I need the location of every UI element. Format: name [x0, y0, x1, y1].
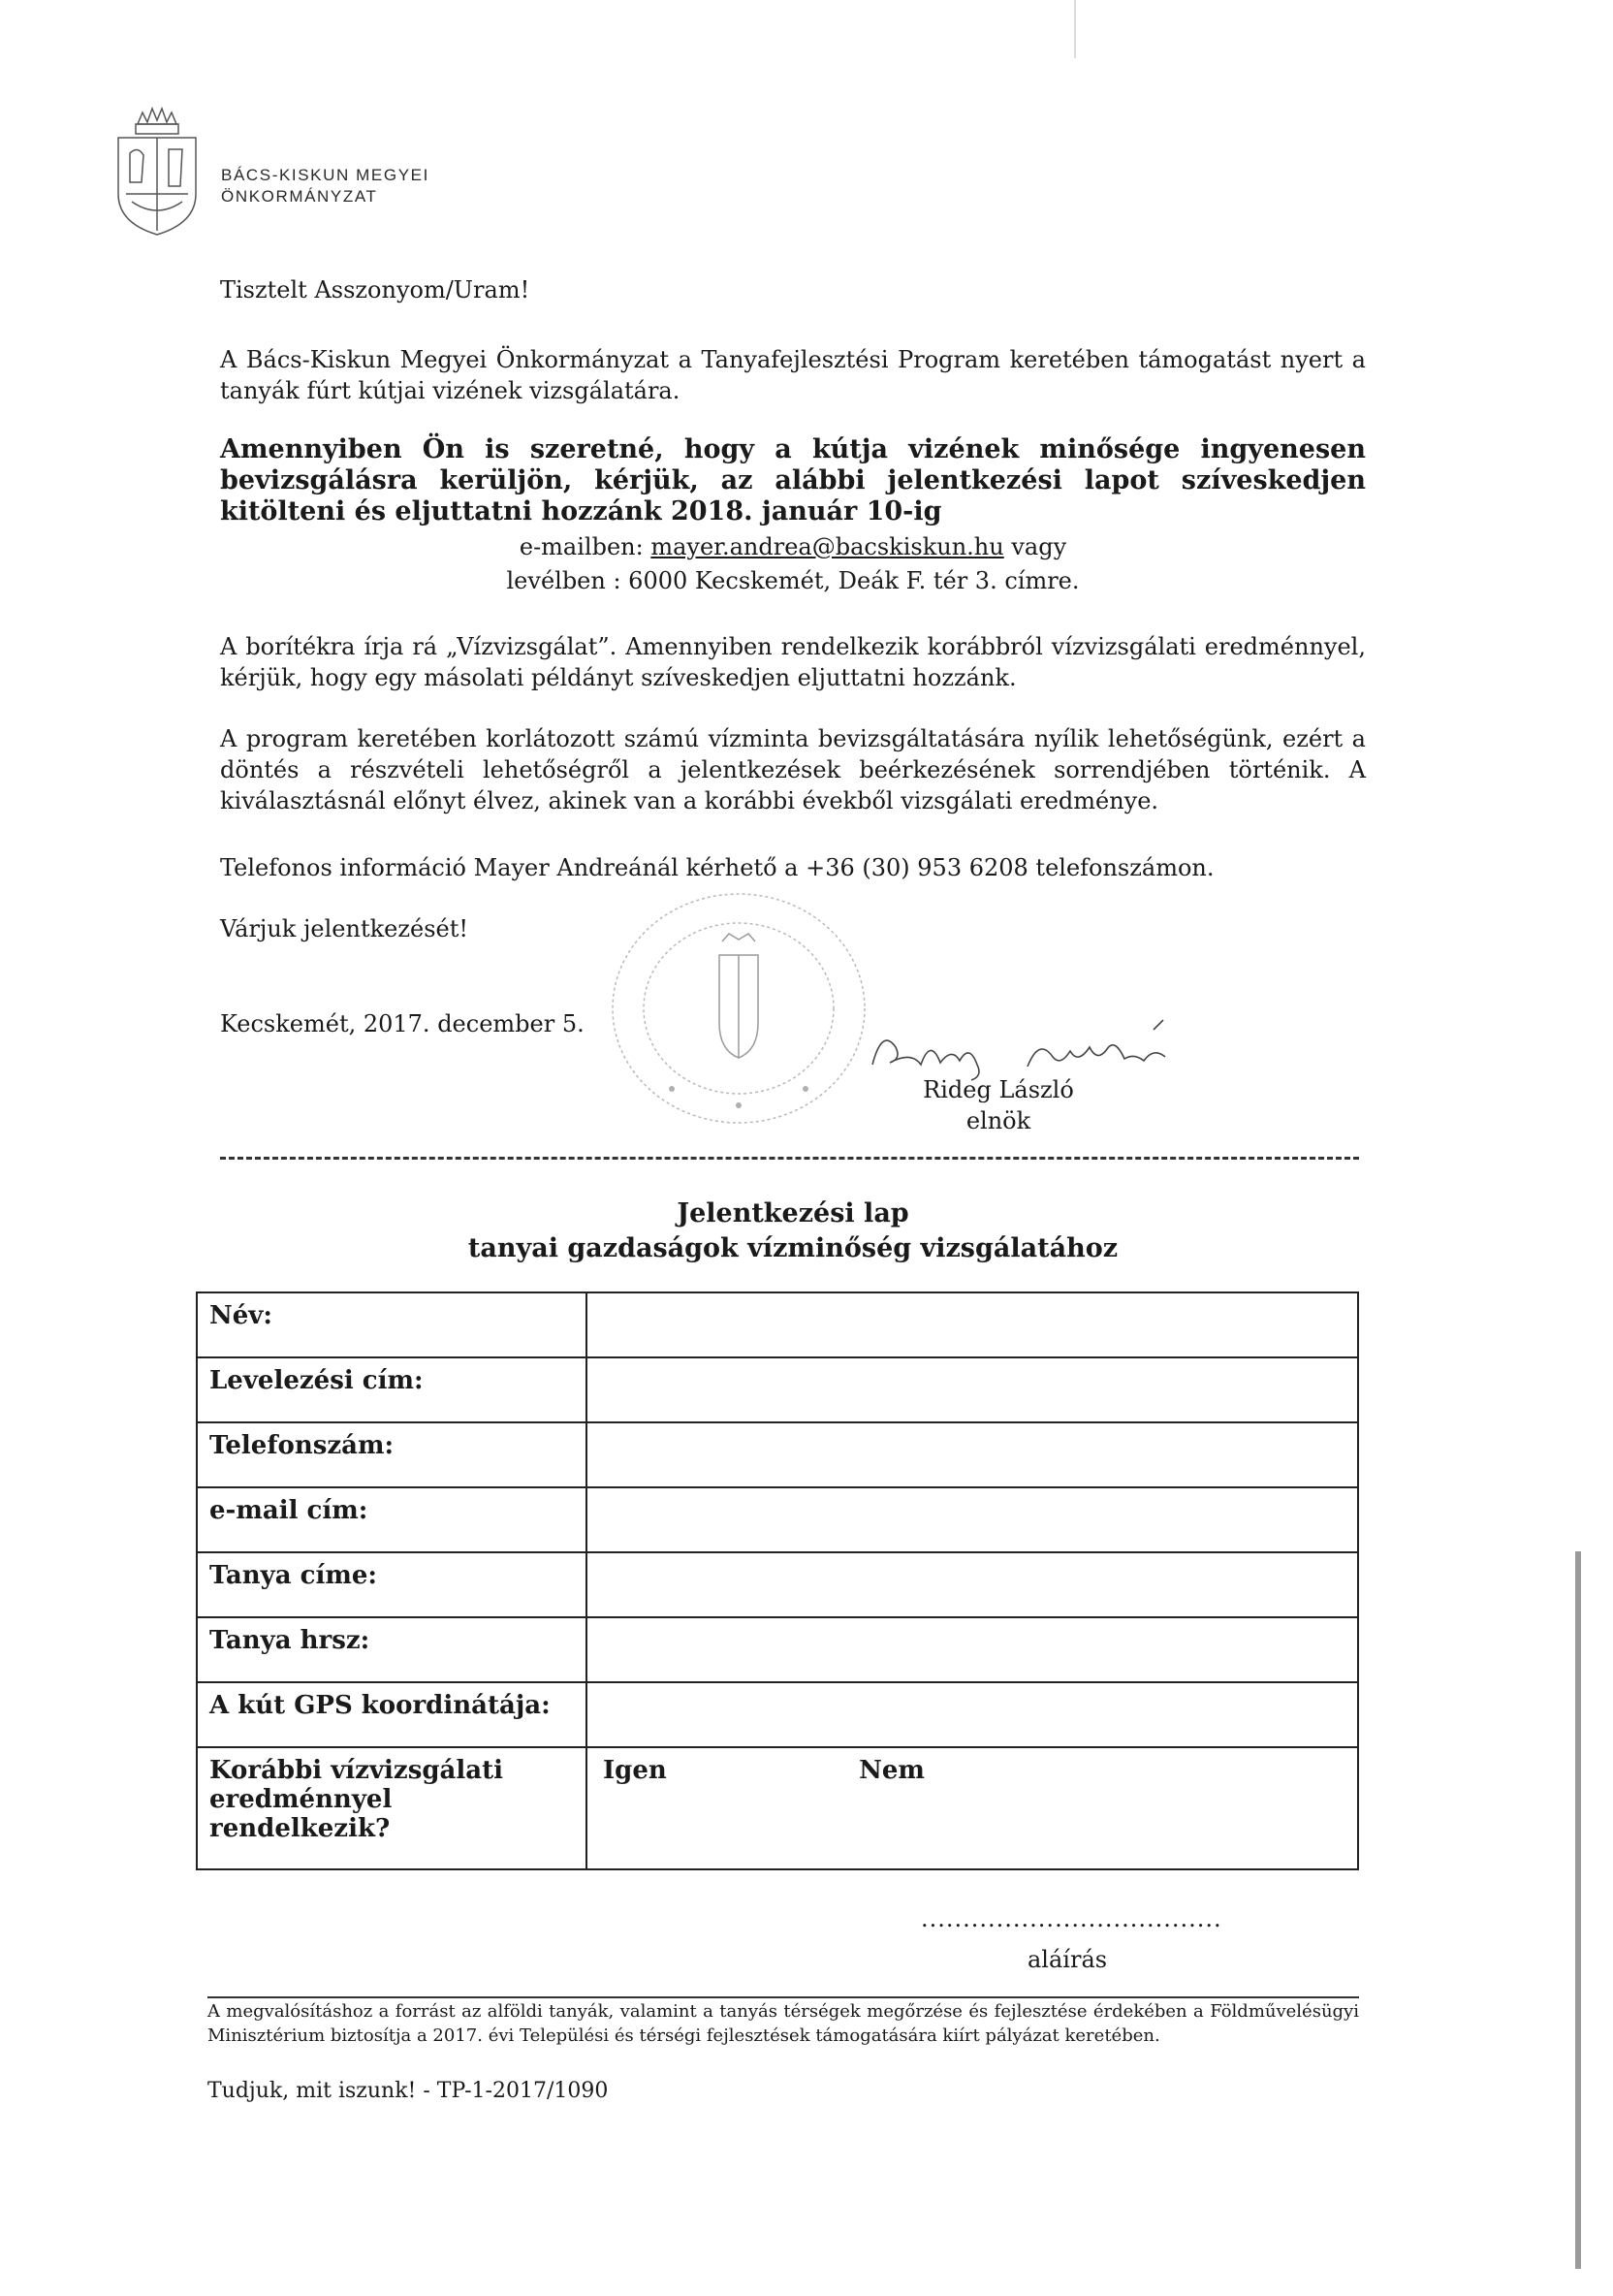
scan-edge-right — [1575, 1551, 1581, 2269]
form-title-line-1: Jelentkezési lap — [677, 1198, 909, 1228]
closing-line: Várjuk jelentkezését! — [220, 915, 469, 942]
form-row-name — [197, 1292, 1358, 1357]
paragraph-selection: A program keretében korlátozott számú vízminta bevizsgáltatására nyílik lehetőségünk, ezért a döntés a részvételi lehetőségről a jelentkezések beérkezésének sorrendjében történik. A kiválasztásnál előnyt élvez, akinek van a korábbi évekből vizsgálati eredménye. — [220, 725, 1366, 814]
form-title-line-2: tanyai gazdaságok vízminőség vizsgálatához — [467, 1233, 1119, 1263]
farm-address-field[interactable] — [586, 1552, 1358, 1617]
signer-block — [916, 1074, 1081, 1136]
form-label: e-mail cím: — [197, 1487, 586, 1552]
gps-coordinates-field[interactable] — [586, 1682, 1358, 1747]
county-crest-icon — [109, 105, 206, 240]
form-label-line-3: rendelkezik? — [209, 1814, 391, 1843]
previous-test-answer-cell — [586, 1747, 1358, 1869]
paragraph-phone-info: Telefonos információ Mayer Andreánál kérhető a +36 (30) 953 6208 telefonszámon. — [220, 854, 1215, 881]
org-line-1: BÁCS-KISKUN MEGYEI — [221, 166, 429, 184]
form-label: Levelezési cím: — [197, 1357, 586, 1422]
form-label: A kút GPS koordinátája: — [197, 1682, 586, 1747]
form-row-gps — [197, 1682, 1358, 1747]
postal-address-field[interactable] — [586, 1357, 1358, 1422]
form-row-email — [197, 1487, 1358, 1552]
registration-form-table — [196, 1292, 1359, 1870]
form-row-farm-address — [197, 1552, 1358, 1617]
email-field[interactable] — [586, 1487, 1358, 1552]
letter-date: Kecskemét, 2017. december 5. — [220, 1010, 585, 1037]
cut-line — [220, 1157, 1359, 1160]
postal-address-line: levélben : 6000 Kecskemét, Deák F. tér 3. címre. — [506, 567, 1080, 594]
phone-field[interactable] — [586, 1422, 1358, 1487]
paragraph-intro: A Bács-Kiskun Megyei Önkormányzat a Tanyafejlesztési Program keretében támogatást nyert a tanyák fúrt kútjai vizének vizsgálatára. — [220, 346, 1366, 404]
form-row-phone — [197, 1422, 1358, 1487]
form-label: Tanya hrsz: — [197, 1617, 586, 1682]
form-row-previous-test — [197, 1747, 1358, 1869]
footer-funding-note: A megvalósításhoz a forrást az alföldi tanyák, valamint a tanyás térségek megőrzése és fejlesztése érdekében a Földművelésügyi Minisztérium biztosítja a 2017. évi Települési és térségi fejlesztések támogatására kiírt pályázat keretében. — [207, 2001, 1359, 2046]
footer-divider — [207, 1996, 1359, 1998]
form-label: Telefonszám: — [197, 1422, 586, 1487]
scan-mark-top — [1074, 0, 1076, 58]
form-label-previous-test — [197, 1747, 586, 1869]
signature-dots: .................................... — [921, 1905, 1222, 1932]
form-row-postal-address — [197, 1357, 1358, 1422]
email-line — [220, 531, 1366, 562]
email-suffix: vagy — [1003, 533, 1067, 560]
option-yes[interactable]: Igen — [603, 1756, 667, 1785]
greeting: Tisztelt Asszonyom/Uram! — [220, 276, 530, 303]
footer-program-tag: Tudjuk, mit iszunk! - TP-1-2017/1090 — [207, 2079, 609, 2103]
option-no[interactable]: Nem — [859, 1756, 925, 1785]
signature-label: aláírás — [1028, 1946, 1108, 1973]
paragraph-envelope: A borítékra írja rá „Vízvizsgálat”. Amennyiben rendelkezik korábbról vízvizsgálati eredménnyel, kérjük, hogy egy másolati példányt szíveskedjen eljuttatni hozzánk. — [220, 633, 1366, 691]
email-link[interactable]: mayer.andrea@bacskiskun.hu — [650, 533, 1004, 560]
form-label: Név: — [197, 1292, 586, 1357]
signer-title: elnök — [965, 1107, 1031, 1134]
form-label-line-2: eredménnyel — [209, 1785, 393, 1814]
form-label-line-1: Korábbi vízvizsgálati — [209, 1756, 503, 1785]
org-line-2: ÖNKORMÁNYZAT — [221, 187, 378, 206]
email-prefix: e-mailben: — [519, 533, 651, 560]
form-title — [220, 1196, 1366, 1266]
official-stamp-icon — [596, 877, 882, 1139]
form-label: Tanya címe: — [197, 1552, 586, 1617]
form-row-parcel-number — [197, 1617, 1358, 1682]
organization-name — [221, 165, 429, 207]
signer-name: Rideg László — [923, 1076, 1074, 1103]
name-field[interactable] — [586, 1292, 1358, 1357]
parcel-number-field[interactable] — [586, 1617, 1358, 1682]
paragraph-call-to-action: Amennyiben Ön is szeretné, hogy a kútja vizének minősége ingyenesen bevizsgálásra kerüljön, kérjük, az alábbi jelentkezési lapot szíveskedjen kitölteni és eljuttatni hozzánk 2018. január 10-ig — [220, 434, 1366, 526]
